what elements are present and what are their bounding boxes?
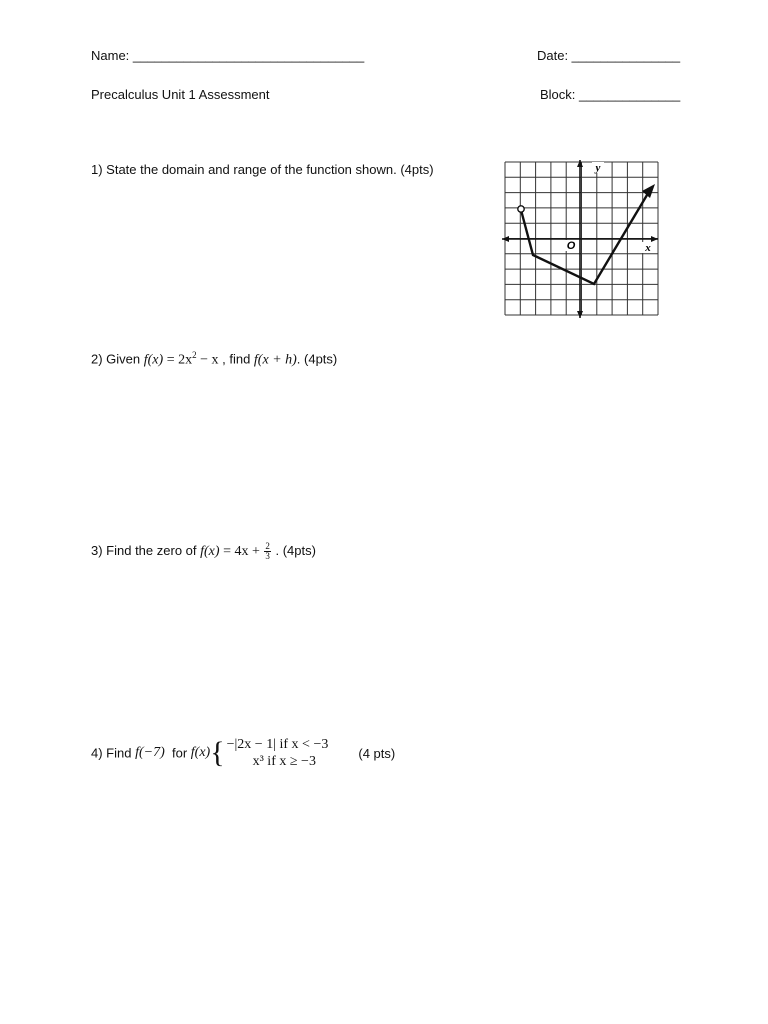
q4-points: (4 pts) bbox=[358, 745, 396, 761]
q4-case-2: x³ if x ≥ −3 bbox=[252, 754, 316, 769]
question-2 bbox=[91, 350, 337, 368]
open-endpoint bbox=[518, 206, 524, 212]
origin-label: O bbox=[566, 240, 576, 252]
q2-lead: 2) Given bbox=[91, 351, 144, 367]
q3-numerator: 2 bbox=[265, 541, 270, 551]
q2-exponent: 2 bbox=[192, 350, 197, 360]
curve-arrow bbox=[642, 184, 655, 198]
q4-lead: 4) Find bbox=[91, 745, 136, 761]
name-field[interactable]: Name: ________________________________ bbox=[91, 48, 365, 63]
question-1: 1) State the domain and range of the function shown. (4pts) bbox=[91, 162, 434, 177]
block-field[interactable]: Block: ______________ bbox=[540, 87, 681, 102]
q4-for: for bbox=[164, 745, 191, 761]
q3-denominator: 3 bbox=[265, 551, 270, 561]
q3-equals: = 4x + bbox=[219, 543, 264, 559]
q3-lead: 3) Find the zero of bbox=[91, 542, 201, 558]
question-4 bbox=[91, 736, 395, 770]
page-title: Precalculus Unit 1 Assessment bbox=[91, 87, 270, 102]
q2-fxh: f(x + h) bbox=[253, 352, 297, 368]
date-field[interactable]: Date: _______________ bbox=[537, 48, 681, 63]
q3-function: f(x) bbox=[200, 543, 220, 559]
q4-case-1: −|2x − 1| if x < −3 bbox=[226, 737, 329, 752]
y-axis-label: y bbox=[595, 162, 601, 174]
function-curve bbox=[521, 190, 650, 284]
q2-function: f(x) bbox=[143, 352, 164, 368]
q3-fraction bbox=[264, 542, 271, 561]
x-axis-label: x bbox=[645, 242, 651, 254]
q4-cases bbox=[227, 736, 329, 770]
q2-mid: , find bbox=[218, 351, 254, 367]
question-3 bbox=[91, 542, 316, 561]
q2-rest: − x bbox=[196, 352, 219, 368]
q4-function: f(x) bbox=[190, 745, 211, 760]
function-graph bbox=[500, 158, 660, 320]
q4-f-neg7: f(−7) bbox=[135, 745, 165, 760]
q2-equals: = 2x bbox=[163, 352, 193, 368]
q3-tail: . (4pts) bbox=[271, 542, 316, 558]
q4-brace: { bbox=[210, 736, 225, 769]
q2-tail: . (4pts) bbox=[296, 351, 338, 367]
